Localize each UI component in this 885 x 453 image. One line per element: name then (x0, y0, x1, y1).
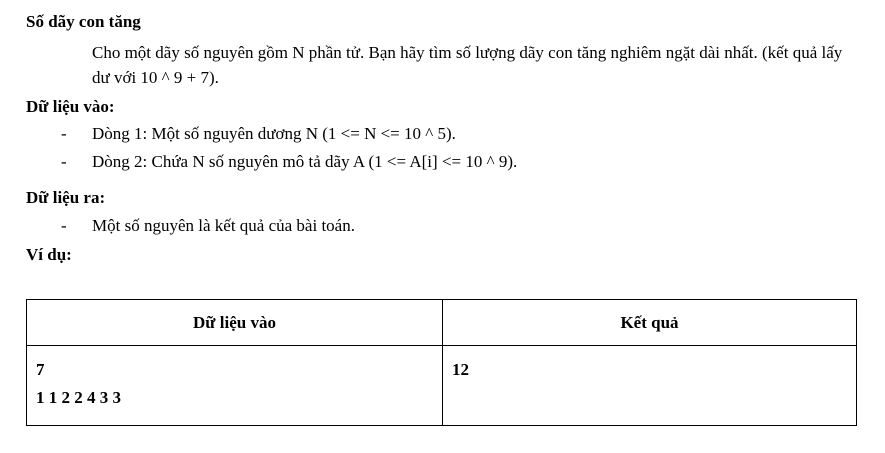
output-heading: Dữ liệu ra: (26, 188, 106, 207)
bullet-dash: - (61, 124, 67, 143)
table-header-input: Dữ liệu vào (27, 300, 443, 346)
problem-title: Số dãy con tăng (26, 12, 141, 31)
table-cell-input (27, 346, 443, 426)
table-header-row (27, 300, 857, 346)
example-table (26, 299, 857, 426)
output-line: 12 (452, 360, 469, 379)
input-line: 1 1 2 2 4 3 3 (36, 388, 121, 407)
list-item-text: Dòng 2: Chứa N số nguyên mô tả dãy A (1 <= A[i] <= 10 ^ 9). (92, 152, 518, 171)
bullet-dash: - (61, 152, 67, 171)
table-header-output: Kết quả (443, 300, 857, 346)
table-cell-output (443, 346, 857, 426)
problem-description: Cho một dãy số nguyên gồm N phần tử. Bạn hãy tìm số lượng dãy con tăng nghiêm ngặt dài nhất. (kết quả lấy dư với 10 ^ 9 + 7). (92, 43, 843, 87)
example-heading: Ví dụ: (26, 245, 72, 264)
table-row (27, 346, 857, 426)
bullet-dash: - (61, 216, 67, 235)
list-item-text: Dòng 1: Một số nguyên dương N (1 <= N <= 10 ^ 5). (92, 124, 456, 143)
list-item-text: Một số nguyên là kết quả của bài toán. (92, 216, 355, 235)
input-line: 7 (36, 360, 45, 379)
input-heading: Dữ liệu vào: (26, 97, 115, 116)
